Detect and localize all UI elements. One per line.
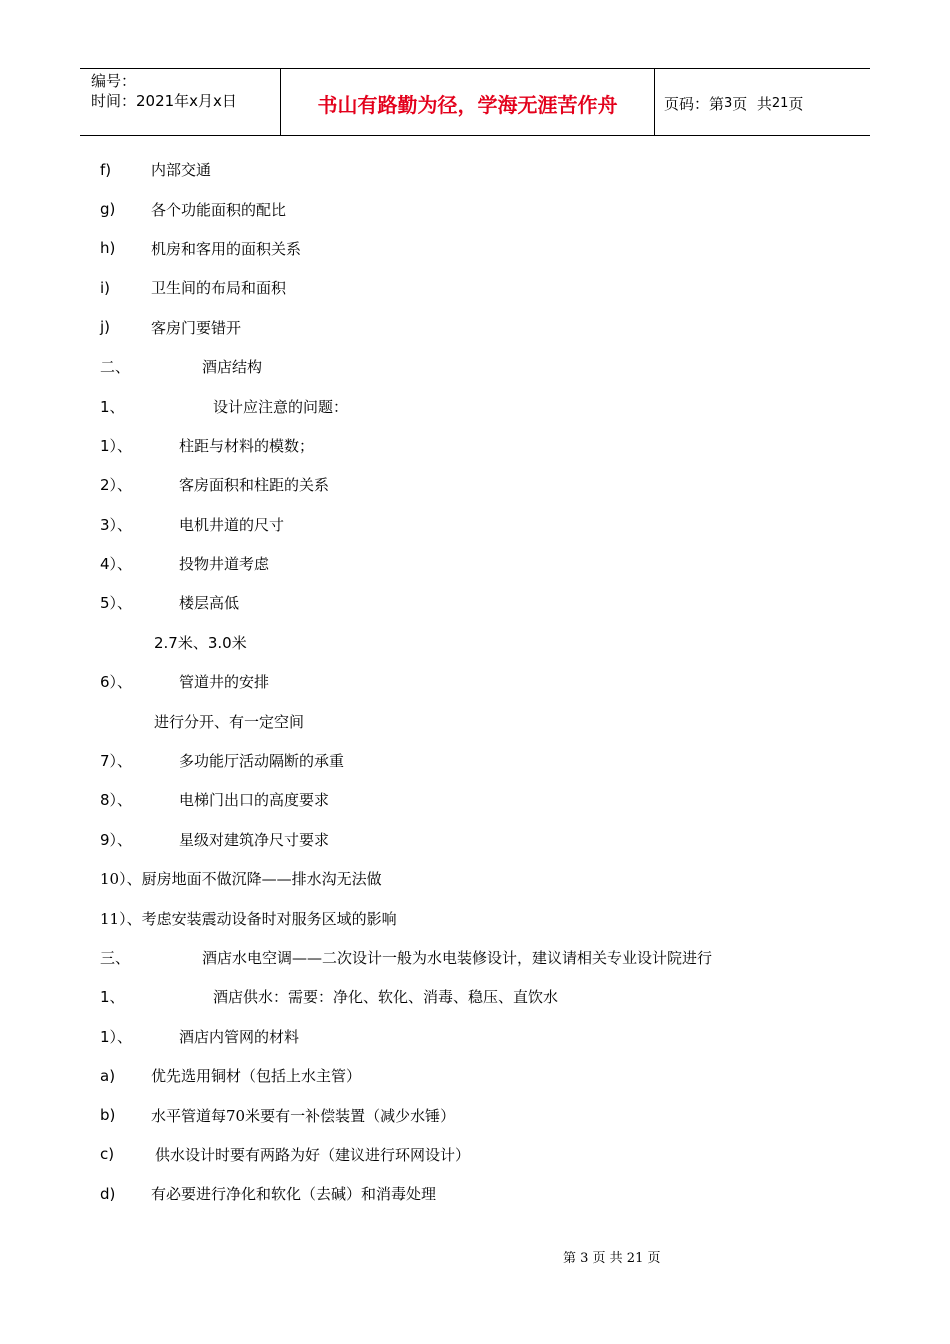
header-info-cell xyxy=(80,69,281,135)
list-item xyxy=(0,426,950,465)
list-marker: i) xyxy=(100,278,111,297)
header-page-total: 21 xyxy=(771,95,789,111)
subsection-title: 设计应注意的问题： xyxy=(213,397,349,416)
section-title: 酒店水电空调——二次设计一般为水电装修设计，建议请相关专业设计院进行 xyxy=(202,949,713,967)
section-heading xyxy=(0,938,950,977)
list-text: 电机井道的尺寸 xyxy=(179,515,285,534)
footer-page-number: 第 3 页 共 21 页 xyxy=(563,1251,661,1266)
list-marker: j) xyxy=(100,318,111,337)
list-text: 有必要进行净化和软化（去碱）和消毒处理 xyxy=(151,1185,437,1204)
note-text: 2.7米、3.0米 xyxy=(154,633,247,652)
list-marker: f) xyxy=(100,160,112,179)
header-time: 时间：2021年x月x日 xyxy=(91,92,237,110)
list-text: 管道井的安排 xyxy=(179,673,270,692)
list-marker: 9）、 xyxy=(100,830,133,849)
section-marker: 三、 xyxy=(100,949,131,967)
list-text: 柱距与材料的模数； xyxy=(179,436,315,455)
document-body xyxy=(0,150,950,1214)
list-text: 水平管道每70米要有一补偿装置（减少水锤） xyxy=(151,1106,456,1125)
list-text: 11）、考虑安装震动设备时对服务区域的影响 xyxy=(100,909,397,928)
list-text: 星级对建筑净尺寸要求 xyxy=(179,830,330,849)
list-marker: 4）、 xyxy=(100,555,133,574)
list-text: 投物井道考虑 xyxy=(179,555,270,574)
indented-note xyxy=(0,701,950,740)
list-item xyxy=(0,505,950,544)
list-text: 内部交通 xyxy=(151,161,212,180)
section-marker: 二、 xyxy=(100,358,131,377)
list-marker: 2）、 xyxy=(100,476,133,495)
header-page-mid: 页 共 xyxy=(732,94,772,113)
list-text: 楼层高低 xyxy=(179,594,240,613)
list-item xyxy=(0,859,950,898)
list-text: 10）、厨房地面不做沉降——排水沟无法做 xyxy=(100,870,382,889)
list-marker: b) xyxy=(100,1106,116,1125)
list-marker: a) xyxy=(100,1066,116,1085)
list-marker: c) xyxy=(100,1145,115,1164)
list-item xyxy=(0,465,950,504)
subsection-heading xyxy=(0,977,950,1016)
list-item xyxy=(0,820,950,859)
header-number-label: 编号： xyxy=(91,72,137,90)
list-item xyxy=(0,268,950,307)
header-page-label: 页码：第 xyxy=(664,94,725,113)
section-title: 酒店结构 xyxy=(202,358,263,377)
list-marker: 8）、 xyxy=(100,791,133,810)
header-page-end: 页 xyxy=(788,94,804,113)
section-heading xyxy=(0,347,950,386)
list-marker: d) xyxy=(100,1184,116,1203)
list-item xyxy=(0,150,950,189)
list-marker: 6）、 xyxy=(100,673,133,692)
list-item xyxy=(0,1017,950,1056)
indented-note xyxy=(0,623,950,662)
page-header xyxy=(80,68,870,136)
list-text: 客房门要错开 xyxy=(151,318,242,337)
list-marker: 1）、 xyxy=(100,436,133,455)
list-item xyxy=(0,780,950,819)
list-item xyxy=(0,189,950,228)
list-text: 多功能厅活动隔断的承重 xyxy=(179,752,345,771)
list-item xyxy=(0,662,950,701)
header-motto: 书山有路勤为径，学海无涯苦作舟 xyxy=(281,69,655,135)
list-marker: 7）、 xyxy=(100,752,133,771)
subsection-marker: 1、 xyxy=(100,397,125,416)
list-marker: 3）、 xyxy=(100,515,133,534)
list-item xyxy=(0,583,950,622)
list-item xyxy=(0,229,950,268)
list-item xyxy=(0,308,950,347)
list-item xyxy=(0,898,950,937)
list-marker: h) xyxy=(100,239,116,258)
subsection-marker: 1、 xyxy=(100,988,125,1007)
list-text: 客房面积和柱距的关系 xyxy=(179,476,330,495)
list-text: 机房和客用的面积关系 xyxy=(151,239,302,258)
list-text: 供水设计时要有两路为好（建议进行环网设计） xyxy=(155,1145,471,1164)
list-text: 优先选用铜材（包括上水主管） xyxy=(151,1067,362,1086)
list-text: 卫生间的布局和面积 xyxy=(151,279,287,298)
list-item xyxy=(0,1095,950,1134)
note-text: 进行分开、有一定空间 xyxy=(154,712,305,731)
list-item xyxy=(0,741,950,780)
list-marker: 1）、 xyxy=(100,1027,133,1046)
list-item xyxy=(0,1135,950,1174)
list-text: 各个功能面积的配比 xyxy=(151,200,287,219)
list-marker: 5）、 xyxy=(100,594,133,613)
list-item xyxy=(0,1174,950,1213)
subsection-heading xyxy=(0,386,950,425)
header-page-info xyxy=(655,69,870,135)
subsection-title: 酒店供水：需要：净化、软化、消毒、稳压、直饮水 xyxy=(213,988,559,1007)
list-text: 酒店内管网的材料 xyxy=(179,1027,300,1046)
list-text: 电梯门出口的高度要求 xyxy=(179,791,330,810)
header-page-number: 3 xyxy=(724,95,733,111)
list-item xyxy=(0,1056,950,1095)
list-marker: g) xyxy=(100,200,116,219)
list-item xyxy=(0,544,950,583)
